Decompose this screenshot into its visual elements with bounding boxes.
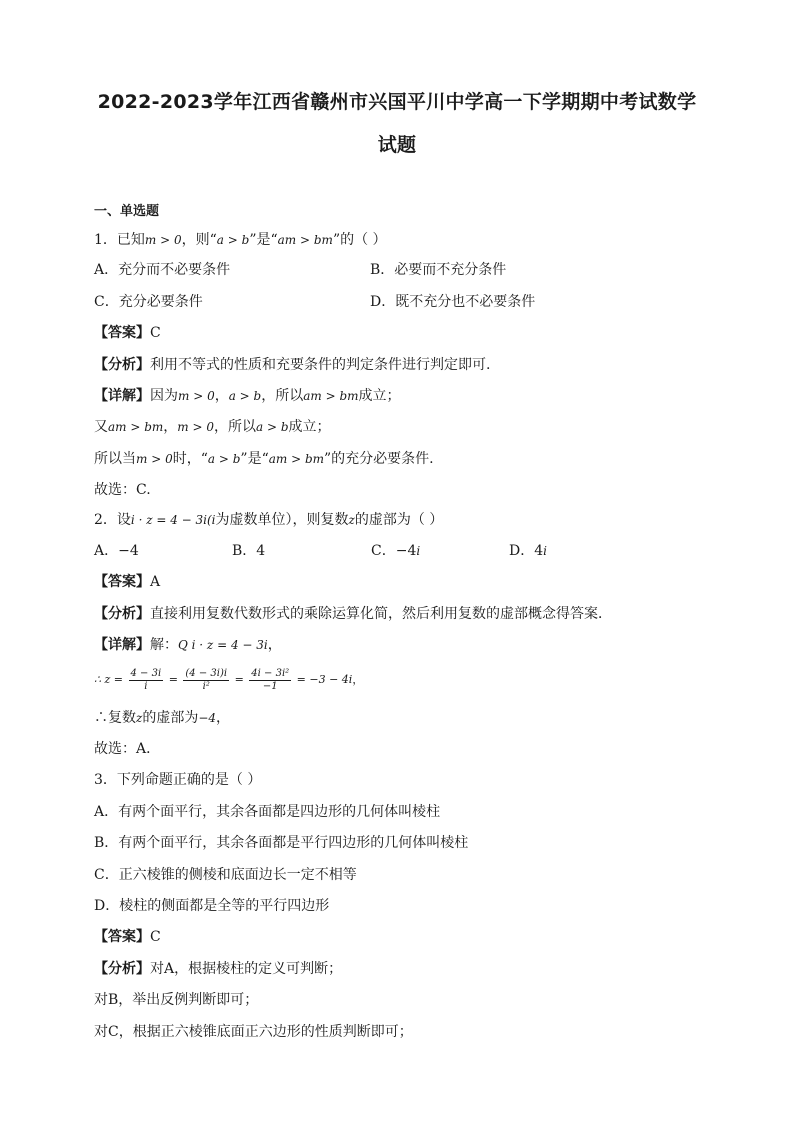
q3-option-b: B．有两个面平行，其余各面都是平行四边形的几何体叫棱柱	[94, 835, 469, 851]
q1-detail-line2: 又am > bm，m > 0，所以a > b成立；	[94, 419, 331, 435]
q1-option-d: D．既不充分也不必要条件	[370, 294, 536, 310]
q2-option-b: B．4	[232, 543, 266, 559]
fraction-1: $\frac{4 - 3i}{i}$	[130, 667, 162, 692]
q1-option-c: C．充分必要条件	[94, 294, 203, 310]
q1-options-row1	[94, 261, 507, 279]
q3-option-c: C．正六棱锥的侧棱和底面边长一定不相等	[94, 867, 357, 883]
q2-option-c: C．−4i	[371, 543, 421, 559]
doc-title-line1: 2022-2023学年江西省赣州市兴国平川中学高一下学期期中考试数学	[97, 91, 697, 113]
doc-title-line2: 试题	[377, 134, 417, 156]
q3-analysis-line2: 对B，举出反例判断即可；	[94, 992, 259, 1008]
q2-pick: 故选：A．	[94, 741, 161, 757]
q3-stem: 3．下列命题正确的是（ ）	[94, 772, 262, 788]
q2-analysis: 【分析】直接利用复数代数形式的乘除运算化简，然后利用复数的虚部概念得答案．	[94, 606, 612, 622]
q3-option-d: D．棱柱的侧面都是全等的平行四边形	[94, 898, 330, 914]
q3-analysis-line1: 【分析】对A，根据棱柱的定义可判断；	[94, 961, 343, 977]
q2-option-d: D．4i	[509, 543, 547, 559]
section-heading: 一、单选题	[94, 204, 160, 219]
q1-options-row2	[94, 293, 536, 311]
fraction-3: $\frac{\text{4i − 3i²}}{-1}$	[251, 667, 290, 692]
q3-answer: 【答案】C	[94, 929, 161, 945]
q1-stem: 1．已知m > 0，则“a > b”是“am > bm”的（ ）	[94, 232, 387, 248]
fraction-2: $\frac{(4 - 3i)i}{\text{i²}}$	[185, 667, 228, 692]
q2-answer: 【答案】A	[94, 574, 161, 590]
q3-analysis-line3: 对C，根据正六棱锥底面正六边形的性质判断即可；	[94, 1024, 413, 1040]
q2-stem: 2．设i · z = 4 − 3i(i为虚数单位），则复数z的虚部为（ ）	[94, 512, 444, 528]
q1-answer: 【答案】C	[94, 325, 161, 341]
q2-detail-line3: ∴复数z的虚部为−4，	[94, 710, 231, 726]
q1-option-a: A．充分而不必要条件	[94, 262, 231, 278]
q3-option-a: A．有两个面平行，其余各面都是四边形的几何体叫棱柱	[94, 804, 441, 820]
q2-detail-line1: 【详解】解：Q i · z = 4 − 3i，	[94, 637, 282, 653]
q1-option-b: B．必要而不充分条件	[370, 262, 507, 278]
q1-detail-line1: 【详解】因为m > 0，a > b，所以am > bm成立；	[94, 388, 401, 404]
q1-analysis: 【分析】利用不等式的性质和充要条件的判定条件进行判定即可.	[94, 357, 491, 373]
q2-equation: ∴ z = $\frac{4 - 3i}{i}$ = $\frac{(4 - 3i)i}{\text{i²}}$ = $\frac{\text{4i − 3i²}}{-1}$ = −3 − 4i，	[94, 667, 364, 692]
q1-pick: 故选：C.	[94, 482, 151, 498]
q1-detail-line3: 所以当m > 0时，“a > b”是“am > bm”的充分必要条件.	[94, 451, 434, 467]
q2-option-a: A．−4	[94, 543, 139, 559]
q2-options	[94, 542, 547, 560]
